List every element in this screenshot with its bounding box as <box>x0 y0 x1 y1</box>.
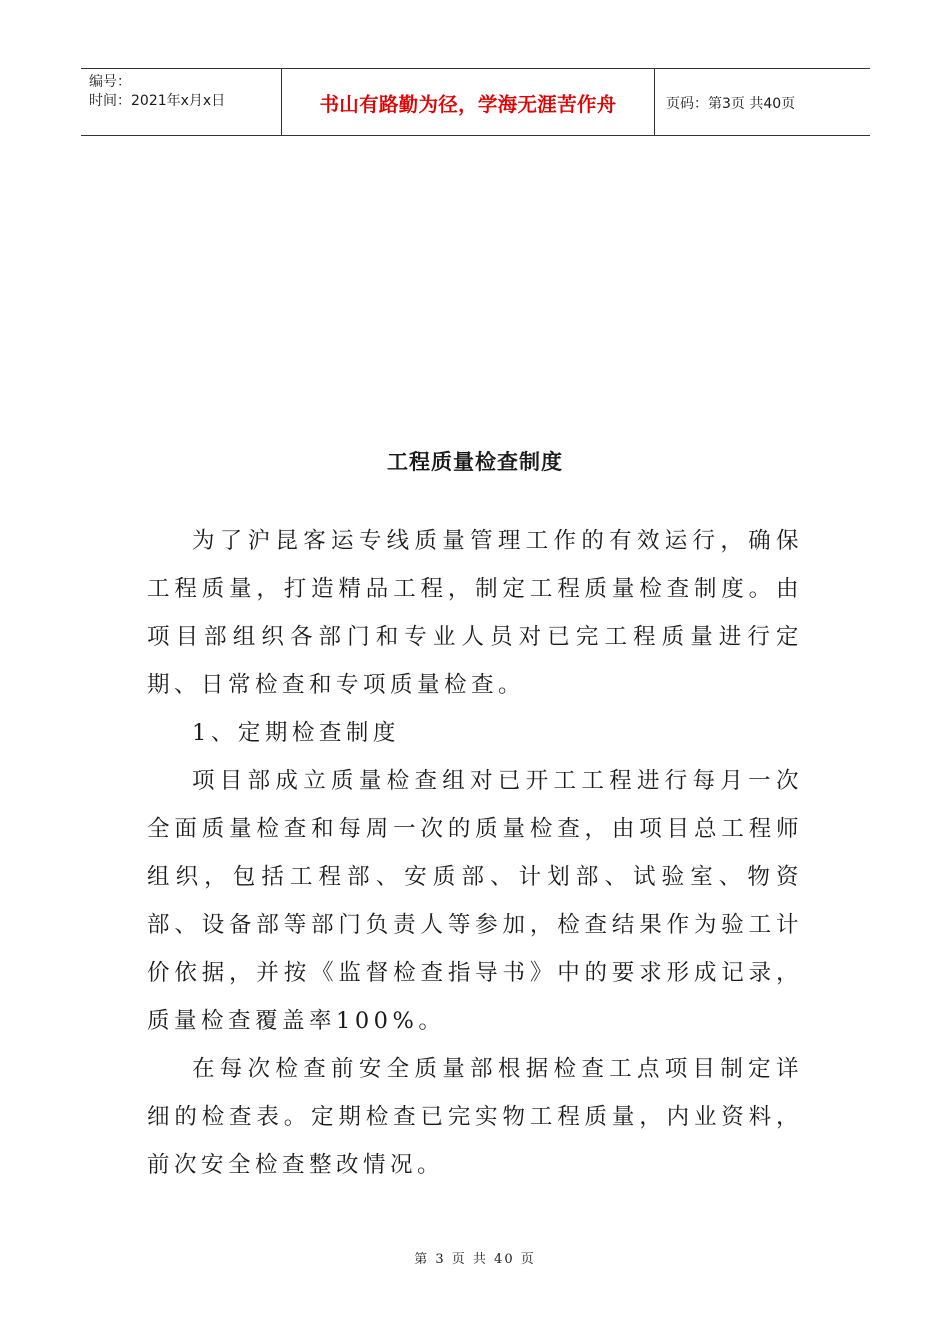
header-page-info: 页码：第3页 共40页 <box>666 96 796 112</box>
header-meta <box>81 69 282 135</box>
header-motto-cell <box>282 69 655 135</box>
document-body <box>147 517 803 1189</box>
document-number-label: 编号： <box>89 74 131 90</box>
header-page-info-cell <box>655 69 870 135</box>
section-heading-periodic-inspection: 1、定期检查制度 <box>192 720 400 746</box>
paragraph-inspection-group: 项目部成立质量检查组对已开工工程进行每月一次全面质量检查和每周一次的质量检查，由项目总工程师组织，包括工程部、安质部、计划部、试验室、物资部、设备部等部门负责人等参加，检查结果作为验工计价依据，并按《监督检查指导书》中的要求形成记录，质量检查覆盖率100%。 <box>147 768 803 1034</box>
page-footer-number: 第 3 页 共 40 页 <box>414 1252 536 1267</box>
document-title: 工程质量检查制度 <box>387 450 563 474</box>
header-motto: 书山有路勤为径，学海无涯苦作舟 <box>319 93 617 116</box>
page-header <box>81 68 870 136</box>
paragraph-intro: 为了沪昆客运专线质量管理工作的有效运行，确保工程质量，打造精品工程，制定工程质量检查制度。由项目部组织各部门和专业人员对已完工程质量进行定期、日常检查和专项质量检查。 <box>147 528 803 698</box>
paragraph-inspection-checklist: 在每次检查前安全质量部根据检查工点项目制定详细的检查表。定期检查已完实物工程质量，内业资料，前次安全检查整改情况。 <box>147 1056 803 1178</box>
document-time-label: 时间：2021年x月x日 <box>89 93 226 109</box>
